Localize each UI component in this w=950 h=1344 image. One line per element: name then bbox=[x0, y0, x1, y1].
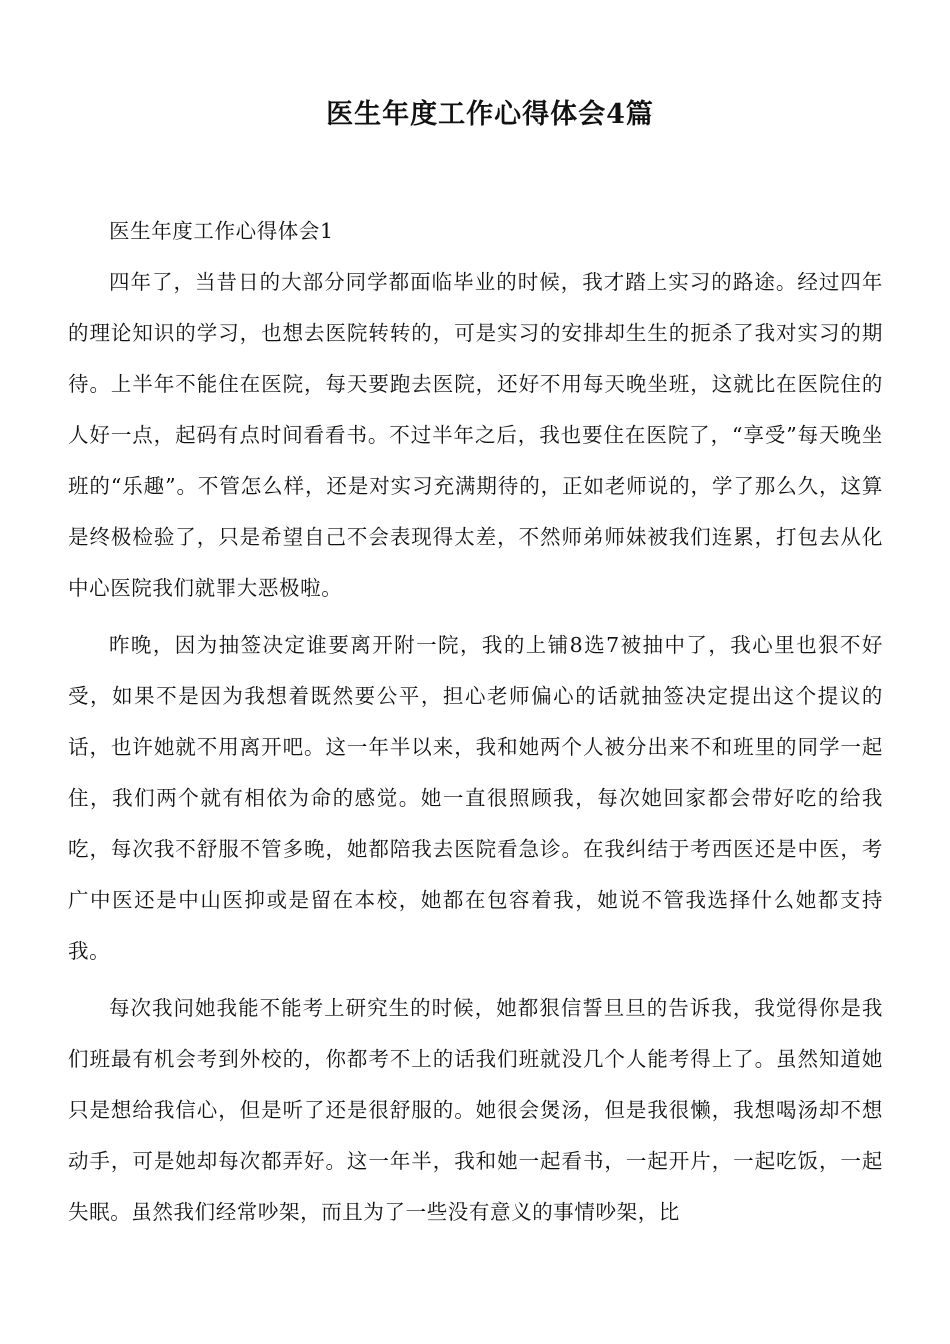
section-heading: 医生年度工作心得体会1 bbox=[109, 219, 334, 243]
document-body bbox=[68, 206, 883, 1244]
paragraph-2: 昨晚，因为抽签决定谁要离开附一院，我的上铺8选7被抽中了，我心里也狠不好受，如果不是因为我想着既然要公平，担心老师偏心的话就抽签决定提出这个提议的话，也许她就不用离开吧。这一年半以来，我和她两个人被分出来不和班里的同学一起住，我们两个就有相依为命的感觉。她一直很照顾我，每次她回家都会带好吃的给我吃，每次我不舒服不管多晚，她都陪我去医院看急诊。在我纠结于考西医还是中医，考广中医还是中山医抑或是留在本校，她都在包容着我，她说不管我选择什么她都支持我。 bbox=[68, 633, 883, 963]
paragraph-1: 四年了，当昔日的大部分同学都面临毕业的时候，我才踏上实习的路途。经过四年的理论知识的学习，也想去医院转转的，可是实习的安排却生生的扼杀了我对实习的期待。上半年不能住在医院，每天要跑去医院，还好不用每天晚坐班，这就比在医院住的人好一点，起码有点时间看看书。不过半年之后，我也要住在医院了，“享受”每天晚坐班的“乐趣”。不管怎么样，还是对实习充满期待的，正如老师说的，学了那么久，这算是终极检验了，只是希望自己不会表现得太差，不然师弟师妹被我们连累，打包去从化中心医院我们就罪大恶极啦。 bbox=[68, 270, 883, 600]
paragraph-3: 每次我问她我能不能考上研究生的时候，她都狠信誓旦旦的告诉我，我觉得你是我们班最有机会考到外校的，你都考不上的话我们班就没几个人能考得上了。虽然知道她只是想给我信心，但是听了还是很舒服的。她很会煲汤，但是我很懒，我想喝汤却不想动手，可是她却每次都弄好。这一年半，我和她一起看书，一起开片，一起吃饭，一起失眠。虽然我们经常吵架，而且为了一些没有意义的事情吵架，比 bbox=[68, 996, 883, 1224]
document-title: 医生年度工作心得体会4篇 bbox=[326, 99, 654, 130]
